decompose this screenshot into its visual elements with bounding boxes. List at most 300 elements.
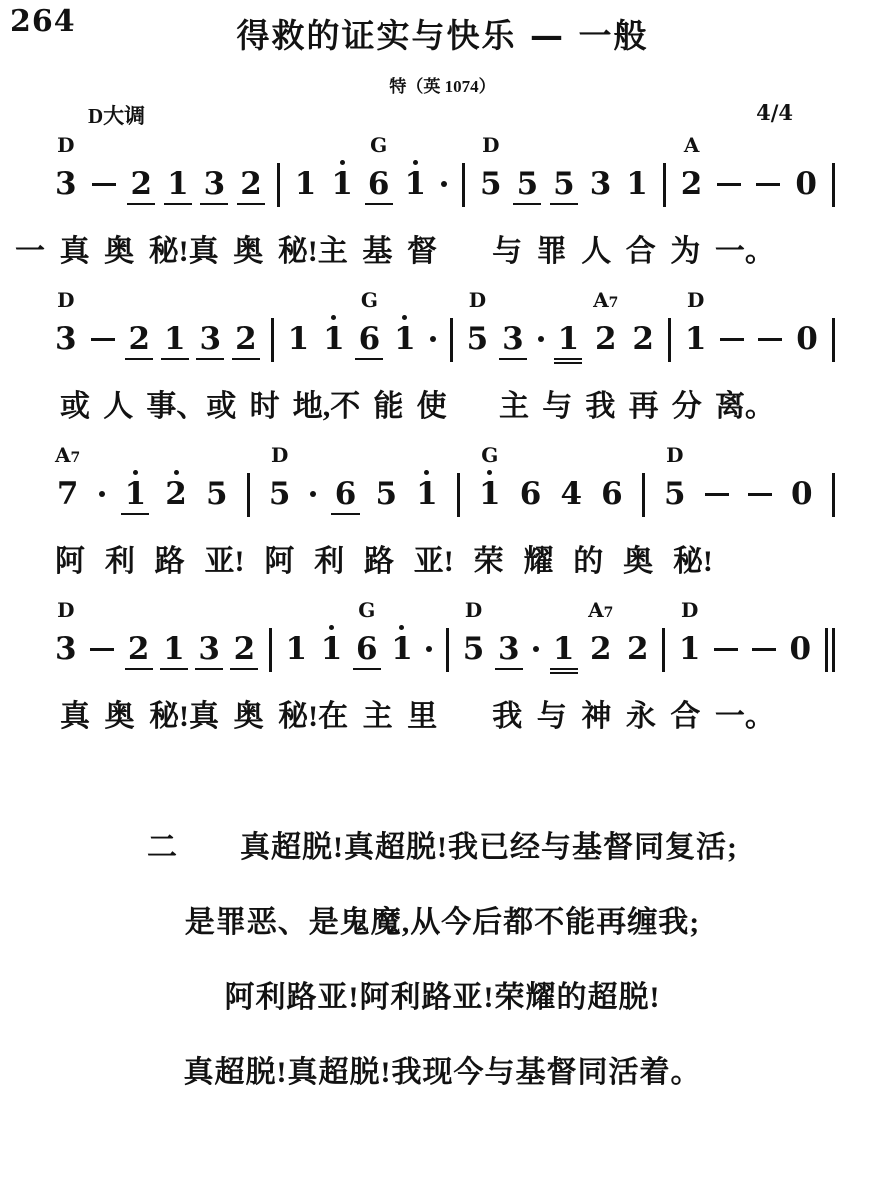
note-token: [664, 444, 686, 519]
note-token: [553, 599, 575, 674]
note-token: [394, 289, 416, 364]
note-token: [681, 134, 703, 209]
note-glyph-slot: [463, 632, 485, 666]
underline-slot: [550, 666, 578, 674]
note-glyph-slot: [796, 322, 818, 356]
note-glyph-slot: [356, 632, 378, 666]
barline-icon: [832, 318, 835, 362]
note-glyph-slot: [590, 167, 612, 201]
underline-slot: [391, 356, 419, 364]
note-number: 1: [626, 166, 648, 202]
note-glyph-slot: [679, 632, 701, 666]
augmentation-dot-token: [426, 599, 432, 674]
verse2-line-4: 真超脱!真超脱!我现今与基督同活着。: [183, 1056, 702, 1089]
underline-slot: [440, 201, 448, 209]
chord-label: D: [57, 288, 75, 312]
barline-icon: [277, 163, 280, 207]
note-glyph-slot: [167, 167, 189, 201]
note-underline-icon: [331, 513, 359, 515]
lyric-syllable: 罪: [536, 235, 567, 268]
note-glyph-slot: [200, 322, 222, 356]
note-token: [234, 599, 256, 674]
lyric-syllable: 亚!: [413, 545, 454, 578]
lyric-syllable: 一。: [714, 700, 775, 733]
note-number: 1: [552, 631, 575, 667]
sustain-dash-token: [90, 599, 114, 674]
note-number: 1: [678, 631, 701, 667]
augmentation-dot-token: [430, 289, 436, 364]
lyric-syllable: 亚!: [204, 545, 245, 578]
underline-slot: [550, 201, 578, 209]
note-number: 2: [127, 631, 150, 667]
underline-slot: [125, 666, 153, 674]
note-underline-icon: [230, 668, 258, 670]
note-glyph-slot: [685, 322, 707, 356]
underline-slot: [353, 666, 381, 674]
sustain-dash-icon: [758, 338, 782, 341]
lyric-syllable: 利: [104, 545, 135, 578]
note-underline-icon: [237, 203, 265, 205]
underline-slot: [537, 356, 545, 364]
lyric-syllable: 奥: [233, 235, 264, 268]
notation-area: [15, 133, 835, 774]
note-underline-icon: [355, 358, 383, 360]
note-glyph-slot: [55, 632, 77, 666]
note-token: [404, 134, 426, 209]
note-glyph-slot: [90, 632, 114, 666]
lyric-syllable: 阿: [264, 545, 295, 578]
note-number: 1: [124, 476, 147, 512]
note-glyph-slot: [720, 322, 744, 356]
octave-dot-icon: [331, 315, 336, 320]
note-underline-icon: [232, 358, 260, 360]
underline-slot: [317, 666, 345, 674]
note-token: [627, 599, 649, 674]
note-glyph-slot: [789, 632, 811, 666]
verse2-line-3: 阿利路亚!阿利路亚!荣耀的超脱!: [224, 981, 661, 1014]
note-token: [553, 134, 575, 209]
note-number: 2: [589, 631, 612, 667]
note-glyph-slot: [795, 167, 817, 201]
note-token: [335, 444, 357, 519]
chord-label: D: [270, 443, 289, 467]
note-number: 1: [404, 166, 427, 202]
note-number: 1: [557, 321, 580, 357]
underline-slot: [121, 511, 149, 519]
note-number: 6: [334, 476, 357, 512]
lyric-syllable: 阿: [55, 545, 85, 578]
sustain-dash-icon: [752, 648, 776, 651]
note-glyph-slot: [128, 632, 150, 666]
note-number: 6: [355, 631, 378, 667]
note-glyph-slot: [632, 322, 654, 356]
sustain-dash-icon: [748, 493, 772, 496]
note-number: 5: [462, 631, 485, 667]
sustain-dash-icon: [720, 338, 744, 341]
note-glyph-slot: [240, 167, 262, 201]
note-glyph-slot: [269, 477, 291, 511]
lyric-syllable: 秘!: [672, 545, 713, 578]
underline-slot: [676, 666, 704, 674]
underline-slot: [532, 666, 540, 674]
note-number: 1: [163, 631, 185, 667]
barline-icon: [271, 318, 274, 362]
note-token: [164, 289, 186, 364]
underline-slot: [331, 511, 359, 519]
lyric-syllable: 与: [536, 700, 567, 733]
underline-slot: [99, 511, 107, 519]
underline-slot: [162, 511, 190, 519]
underline-slot: [476, 511, 504, 519]
note-glyph-slot: [601, 477, 623, 511]
underline-slot: [788, 511, 816, 519]
barline-icon: [642, 473, 645, 517]
note-glyph-slot: [128, 322, 150, 356]
underline-slot: [793, 356, 821, 364]
lyric-syllable: 为: [670, 235, 701, 268]
note-number: 2: [235, 321, 257, 357]
note-glyph-slot: [323, 322, 345, 356]
note-number: 3: [55, 166, 77, 202]
note-glyph-slot: [198, 632, 220, 666]
music-line-1: [55, 134, 835, 209]
octave-dot-icon: [329, 625, 334, 630]
note-number: 1: [320, 631, 343, 667]
hymn-title: 得救的证实与快乐 — 一般: [236, 16, 649, 55]
note-number: 2: [594, 321, 617, 357]
barline-icon: [462, 163, 465, 207]
note-token: [204, 134, 226, 209]
note-underline-icon: [495, 668, 523, 670]
note-underline-icon: [196, 358, 224, 360]
chord-label: D: [681, 598, 699, 622]
underline-slot: [792, 201, 820, 209]
note-token: [359, 289, 381, 364]
note-number: 6: [601, 476, 623, 512]
sustain-dash-icon: [714, 648, 738, 651]
note-token: [588, 599, 613, 674]
note-glyph-slot: [595, 322, 617, 356]
underline-slot: [203, 511, 231, 519]
lyric-syllable: 利: [314, 545, 345, 578]
chord-label: A7: [593, 288, 619, 312]
underline-slot: [87, 356, 118, 364]
octave-dot-icon: [340, 160, 345, 165]
lyric-syllable: 一。: [714, 235, 775, 268]
note-glyph-slot: [498, 632, 520, 666]
augmentation-dot-token: [533, 599, 539, 674]
underline-slot: [196, 356, 224, 364]
underline-slot: [125, 356, 153, 364]
note-token: [520, 444, 542, 519]
underline-slot: [160, 666, 188, 674]
underline-slot: [87, 666, 118, 674]
lyric-syllable: 督: [406, 235, 437, 268]
chord-number: 7: [70, 450, 81, 466]
lyric-syllable: 与: [492, 235, 523, 268]
note-glyph-slot: [553, 632, 575, 666]
note-number: 3: [497, 631, 520, 667]
chord-label: D: [57, 598, 75, 622]
note-glyph-slot: [533, 632, 539, 666]
note-glyph-slot: [394, 322, 416, 356]
underline-slot: [309, 511, 317, 519]
note-token: [235, 289, 257, 364]
note-number: 3: [199, 321, 222, 357]
note-token: [131, 134, 153, 209]
sustain-dash-icon: [92, 183, 116, 186]
lyric-syllable: 的: [573, 545, 604, 578]
barline-icon: [668, 318, 671, 362]
note-number: 3: [203, 166, 226, 202]
note-glyph-slot: [391, 632, 413, 666]
underline-slot: [232, 356, 260, 364]
barline-icon: [832, 163, 835, 207]
note-underline-icon: [125, 668, 153, 670]
chord-label: G: [360, 288, 378, 312]
lyric-syllable: 秘!在: [278, 700, 349, 733]
underline-slot: [744, 511, 775, 519]
note-glyph-slot: [125, 477, 147, 511]
note-glyph-slot: [331, 167, 353, 201]
note-glyph-slot: [163, 632, 185, 666]
note-glyph-slot: [430, 322, 436, 356]
lyric-syllable: 人: [581, 235, 612, 268]
lyric-syllable: 奥: [104, 235, 135, 268]
underline-slot: [557, 511, 585, 519]
sustain-dash-token: [756, 134, 780, 209]
underline-slot: [755, 356, 786, 364]
note-underline-icon: [121, 513, 149, 515]
note-token: [679, 599, 701, 674]
note-number: 1: [394, 321, 416, 357]
note-glyph-slot: [791, 477, 813, 511]
note-glyph-slot: [359, 322, 381, 356]
lyric-syllable: 神: [581, 700, 612, 733]
note-glyph-slot: [295, 167, 317, 201]
barline-icon: [247, 473, 250, 517]
note-glyph-slot: [426, 632, 432, 666]
lyric-syllable: 主: [362, 700, 393, 733]
sustain-dash-icon: [756, 183, 780, 186]
note-glyph-slot: [285, 632, 307, 666]
note-token: [498, 599, 520, 674]
note-token: [685, 289, 707, 364]
note-glyph-slot: [99, 477, 105, 511]
sustain-dash-icon: [705, 493, 729, 496]
lyric-syllable: 里: [407, 700, 438, 733]
underline-slot: [320, 356, 348, 364]
note-token: [632, 289, 654, 364]
note-underline-icon: [550, 668, 578, 670]
lyric-syllable: 秘!真: [149, 700, 220, 733]
augmentation-dot-icon: [441, 181, 447, 187]
note-token: [517, 134, 539, 209]
lyric-syllable: 真: [60, 700, 90, 733]
underline-slot: [237, 201, 265, 209]
octave-dot-icon: [424, 470, 429, 475]
underline-slot: [748, 666, 779, 674]
underline-slot: [786, 666, 814, 674]
time-signature: 4/4: [756, 100, 793, 125]
underline-slot: [127, 201, 155, 209]
note-number: 2: [680, 166, 703, 202]
barline-icon: [457, 473, 460, 517]
note-number: 0: [796, 321, 818, 357]
underline-slot: [499, 356, 527, 364]
underline-slot: [624, 666, 652, 674]
note-glyph-slot: [664, 477, 686, 511]
underline-slot: [682, 356, 710, 364]
note-underline-icon: [499, 358, 527, 360]
note-token: [200, 289, 222, 364]
note-token: [55, 134, 77, 209]
note-token: [323, 289, 345, 364]
note-token: [356, 599, 378, 674]
note-token: [463, 599, 485, 674]
note-glyph-slot: [288, 322, 310, 356]
note-glyph-slot: [375, 477, 397, 511]
lyric-syllable: 我: [492, 700, 523, 733]
final-barline-icon: [825, 628, 835, 672]
chord-label: A7: [55, 443, 81, 467]
underline-slot: [161, 356, 189, 364]
note-glyph-slot: [55, 167, 77, 201]
note-number: 1: [684, 321, 707, 357]
underline-slot: [200, 201, 228, 209]
note-glyph-slot: [206, 477, 228, 511]
note-token: [125, 444, 147, 519]
chord-label: D: [686, 288, 705, 312]
note-number: 2: [632, 321, 654, 357]
underline-slot: [388, 666, 416, 674]
sustain-dash-token: [748, 444, 772, 519]
chord-label: G: [481, 443, 499, 467]
note-number: 5: [480, 166, 502, 202]
barline-icon: [269, 628, 272, 672]
underline-slot: [678, 201, 706, 209]
lyric-syllable: 秘!真: [148, 235, 219, 268]
note-token: [368, 134, 390, 209]
note-token: [55, 444, 80, 519]
note-number: 5: [466, 321, 489, 357]
note-number: 3: [55, 321, 77, 357]
note-token: [480, 134, 502, 209]
note-glyph-slot: [310, 477, 316, 511]
note-glyph-slot: [538, 322, 544, 356]
octave-dot-icon: [399, 625, 404, 630]
note-number: 0: [789, 631, 812, 667]
lyric-syllable: 奥: [104, 700, 135, 733]
lyric-syllable: 秘!主: [277, 235, 348, 268]
note-token: [626, 134, 648, 209]
note-glyph-slot: [57, 477, 79, 511]
underline-slot: [495, 666, 523, 674]
lyric-syllable: 人: [103, 390, 134, 423]
note-underline-icon: [554, 362, 582, 364]
underline-slot: [586, 201, 614, 209]
lyric-syllable: 合: [670, 700, 701, 733]
lyric-syllable: 奥: [233, 700, 264, 733]
note-underline-icon: [125, 358, 153, 360]
augmentation-dot-token: [99, 444, 105, 519]
note-glyph-slot: [502, 322, 524, 356]
underline-slot: [266, 511, 294, 519]
sustain-dash-token: [714, 599, 738, 674]
augmentation-dot-icon: [426, 646, 432, 652]
note-glyph-slot: [235, 322, 257, 356]
underline-slot: [598, 511, 626, 519]
note-glyph-slot: [164, 322, 186, 356]
augmentation-dot-icon: [533, 646, 539, 652]
note-number: 1: [287, 321, 310, 357]
underline-slot: [284, 356, 312, 364]
note-token: [560, 444, 582, 519]
sustain-dash-icon: [717, 183, 741, 186]
note-glyph-slot: [335, 477, 357, 511]
lyric-syllable: 荣: [473, 545, 504, 578]
note-glyph-slot: [517, 167, 539, 201]
note-number: 1: [323, 321, 345, 357]
music-line-2: [55, 289, 835, 364]
lyric-syllable: 使: [416, 390, 447, 423]
note-glyph-slot: [560, 477, 582, 511]
note-token: [593, 289, 618, 364]
note-number: 1: [294, 166, 317, 202]
note-token: [795, 134, 817, 209]
sustain-dash-token: [705, 444, 729, 519]
sustain-dash-token: [91, 289, 115, 364]
note-token: [288, 289, 310, 364]
chord-label: D: [468, 288, 487, 312]
music-line-3: [55, 444, 835, 519]
underline-slot: [230, 666, 258, 674]
note-glyph-slot: [756, 167, 780, 201]
note-underline-icon: [550, 672, 578, 674]
underline-slot: [429, 356, 437, 364]
augmentation-dot-icon: [310, 491, 316, 497]
note-token: [55, 289, 77, 364]
lyric-syllable: 耀: [523, 545, 554, 578]
note-number: 6: [519, 476, 542, 512]
note-token: [467, 289, 489, 364]
note-number: 1: [391, 631, 413, 667]
chord-label: D: [666, 443, 684, 467]
barline-icon: [832, 473, 835, 517]
note-glyph-slot: [553, 167, 575, 201]
note-glyph-slot: [234, 632, 256, 666]
underline-slot: [52, 666, 80, 674]
lyric-syllable: 真: [59, 235, 90, 268]
underline-slot: [554, 356, 582, 364]
sustain-dash-token: [92, 134, 116, 209]
lyric-syllable: 能: [373, 390, 404, 423]
underline-slot: [623, 201, 651, 209]
underline-slot: [365, 201, 393, 209]
barline-icon: [450, 318, 453, 362]
note-number: 5: [553, 166, 575, 202]
chord-label: A7: [588, 598, 614, 622]
underline-slot: [629, 356, 657, 364]
underline-slot: [717, 356, 748, 364]
augmentation-dot-token: [310, 444, 316, 519]
note-glyph-slot: [717, 167, 741, 201]
lyric-syllable: 路: [363, 545, 394, 578]
underline-slot: [52, 356, 80, 364]
note-number: 1: [285, 631, 308, 667]
chord-label: D: [57, 133, 75, 157]
lyric-syllable: 永: [625, 700, 656, 733]
